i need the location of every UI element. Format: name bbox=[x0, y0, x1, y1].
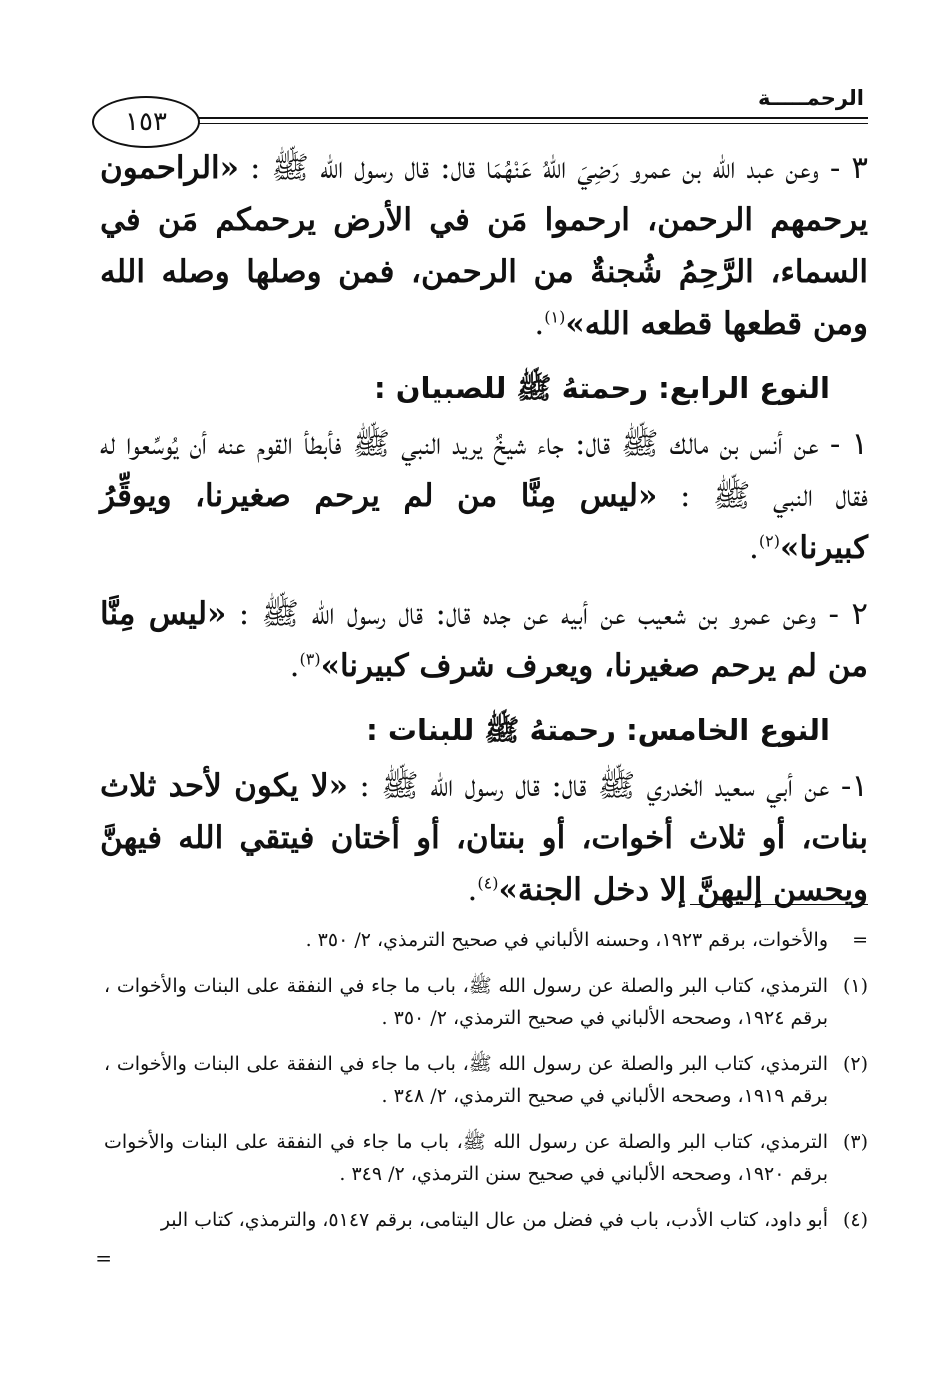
footnote-text: والأخوات، برقم ١٩٢٣، وحسنه الألباني في صحيح الترمذي، ٢/ ٣٥٠ . bbox=[305, 929, 828, 951]
period: . bbox=[467, 872, 478, 908]
hadith-text: «ليس مِنَّا من لم يرحم صغيرنا، ويعرف شرف كبيرنا» bbox=[100, 596, 868, 684]
paragraph-intro: ١ - عن أنس بن مالك ﷺ قال: جاء شيخٌ يريد النبي ﷺ فأبطأ القوم عنه أن يُوسِّعوا له فقال النبي ﷺ : bbox=[100, 426, 869, 514]
hadith-text: «لا يكون لأحد ثلاث بنات، أو ثلاث أخوات، أو بنتان، أو أختان فيتقي الله فيهنَّ ويحسن إليهنَّ إلا دخل الجنة» bbox=[100, 768, 868, 908]
paragraph-amr bbox=[100, 588, 868, 692]
paragraph-abu-said bbox=[100, 760, 868, 916]
footnote-item bbox=[104, 1204, 868, 1236]
hadith-text: «الراحمون يرحمهم الرحمن، ارحموا مَن في الأرض يرحمكم مَن في السماء، الرَّحِمُ شُجنةٌ من الرحمن، فمن وصلها وصله الله ومن قطعها قطعه الله» bbox=[100, 150, 868, 342]
footnote-marker: (٤) bbox=[842, 1209, 868, 1231]
section-heading-daughters: النوع الخامس: رحمتهُ ﷺ للبنات : bbox=[366, 713, 830, 747]
paragraph-hadith-3 bbox=[100, 142, 868, 350]
page-number: ١٥٣ bbox=[92, 96, 200, 148]
footnote-marker: (٢) bbox=[842, 1053, 868, 1075]
footnote-ref: (١) bbox=[544, 307, 566, 327]
continuation-marker: = bbox=[95, 1246, 112, 1270]
paragraph-intro: ٣ - وعن عبد الله بن عمرو رَضِيَ اللهُ عَنْهُمَا قال: قال رسول الله ﷺ : bbox=[250, 150, 868, 186]
footnote-text: الترمذي، كتاب البر والصلة عن رسول الله ﷺ، باب ما جاء في النفقة على البنات والأخوات برقم ١٩٢٠، وصححه الألباني في صحيح سنن الترمذي، ٢/ ٣٤٩ . bbox=[104, 1131, 828, 1185]
running-title: الرحمـــــة bbox=[758, 86, 864, 110]
section-heading-children: النوع الرابع: رحمتهُ ﷺ للصبيان : bbox=[374, 371, 830, 405]
hadith-text: «ليس مِنَّا من لم يرحم صغيرنا، ويوقِّرُ كبيرنا» bbox=[100, 478, 868, 566]
period: . bbox=[289, 648, 300, 684]
footnote-marker: (١) bbox=[842, 975, 868, 997]
footnote-ref: (٢) bbox=[758, 531, 780, 551]
footnote-item bbox=[104, 1126, 868, 1190]
footnote-separator bbox=[690, 904, 868, 905]
footnote-marker: = bbox=[852, 929, 868, 951]
main-text bbox=[100, 142, 868, 930]
period: . bbox=[534, 306, 545, 342]
header-rule-thin bbox=[190, 123, 868, 124]
footnote-ref: (٣) bbox=[299, 649, 321, 669]
footnote-text: الترمذي، كتاب البر والصلة عن رسول الله ﷺ، باب ما جاء في النفقة على البنات والأخوات ، برقم ١٩٢٤، وصححه الألباني في صحيح الترمذي، ٢/ ٣٥٠ . bbox=[104, 975, 828, 1029]
period: . bbox=[749, 530, 759, 566]
footnote-text: الترمذي، كتاب البر والصلة عن رسول الله ﷺ، باب ما جاء في النفقة على البنات والأخوات ، برقم ١٩١٩، وصححه الألباني في صحيح الترمذي، ٢/ ٣٤٨ . bbox=[104, 1053, 828, 1107]
footnote-item bbox=[104, 924, 868, 956]
footnote-marker: (٣) bbox=[842, 1131, 868, 1153]
footnote-item bbox=[104, 1048, 868, 1112]
footnote-ref: (٤) bbox=[477, 873, 499, 893]
footnote-item bbox=[104, 970, 868, 1034]
footnotes bbox=[104, 924, 868, 1250]
paragraph-intro: ١- عن أبي سعيد الخدري ﷺ قال: قال رسول الله ﷺ : bbox=[359, 768, 868, 804]
paragraph-intro: ٢ - وعن عمرو بن شعيب عن أبيه عن جده قال: قال رسول الله ﷺ : bbox=[238, 596, 868, 632]
paragraph-anas bbox=[100, 418, 868, 574]
footnote-text: أبو داود، كتاب الأدب، باب في فضل من عال اليتامى، برقم ٥١٤٧، والترمذي، كتاب البر bbox=[160, 1209, 828, 1231]
header-rule bbox=[190, 117, 868, 119]
